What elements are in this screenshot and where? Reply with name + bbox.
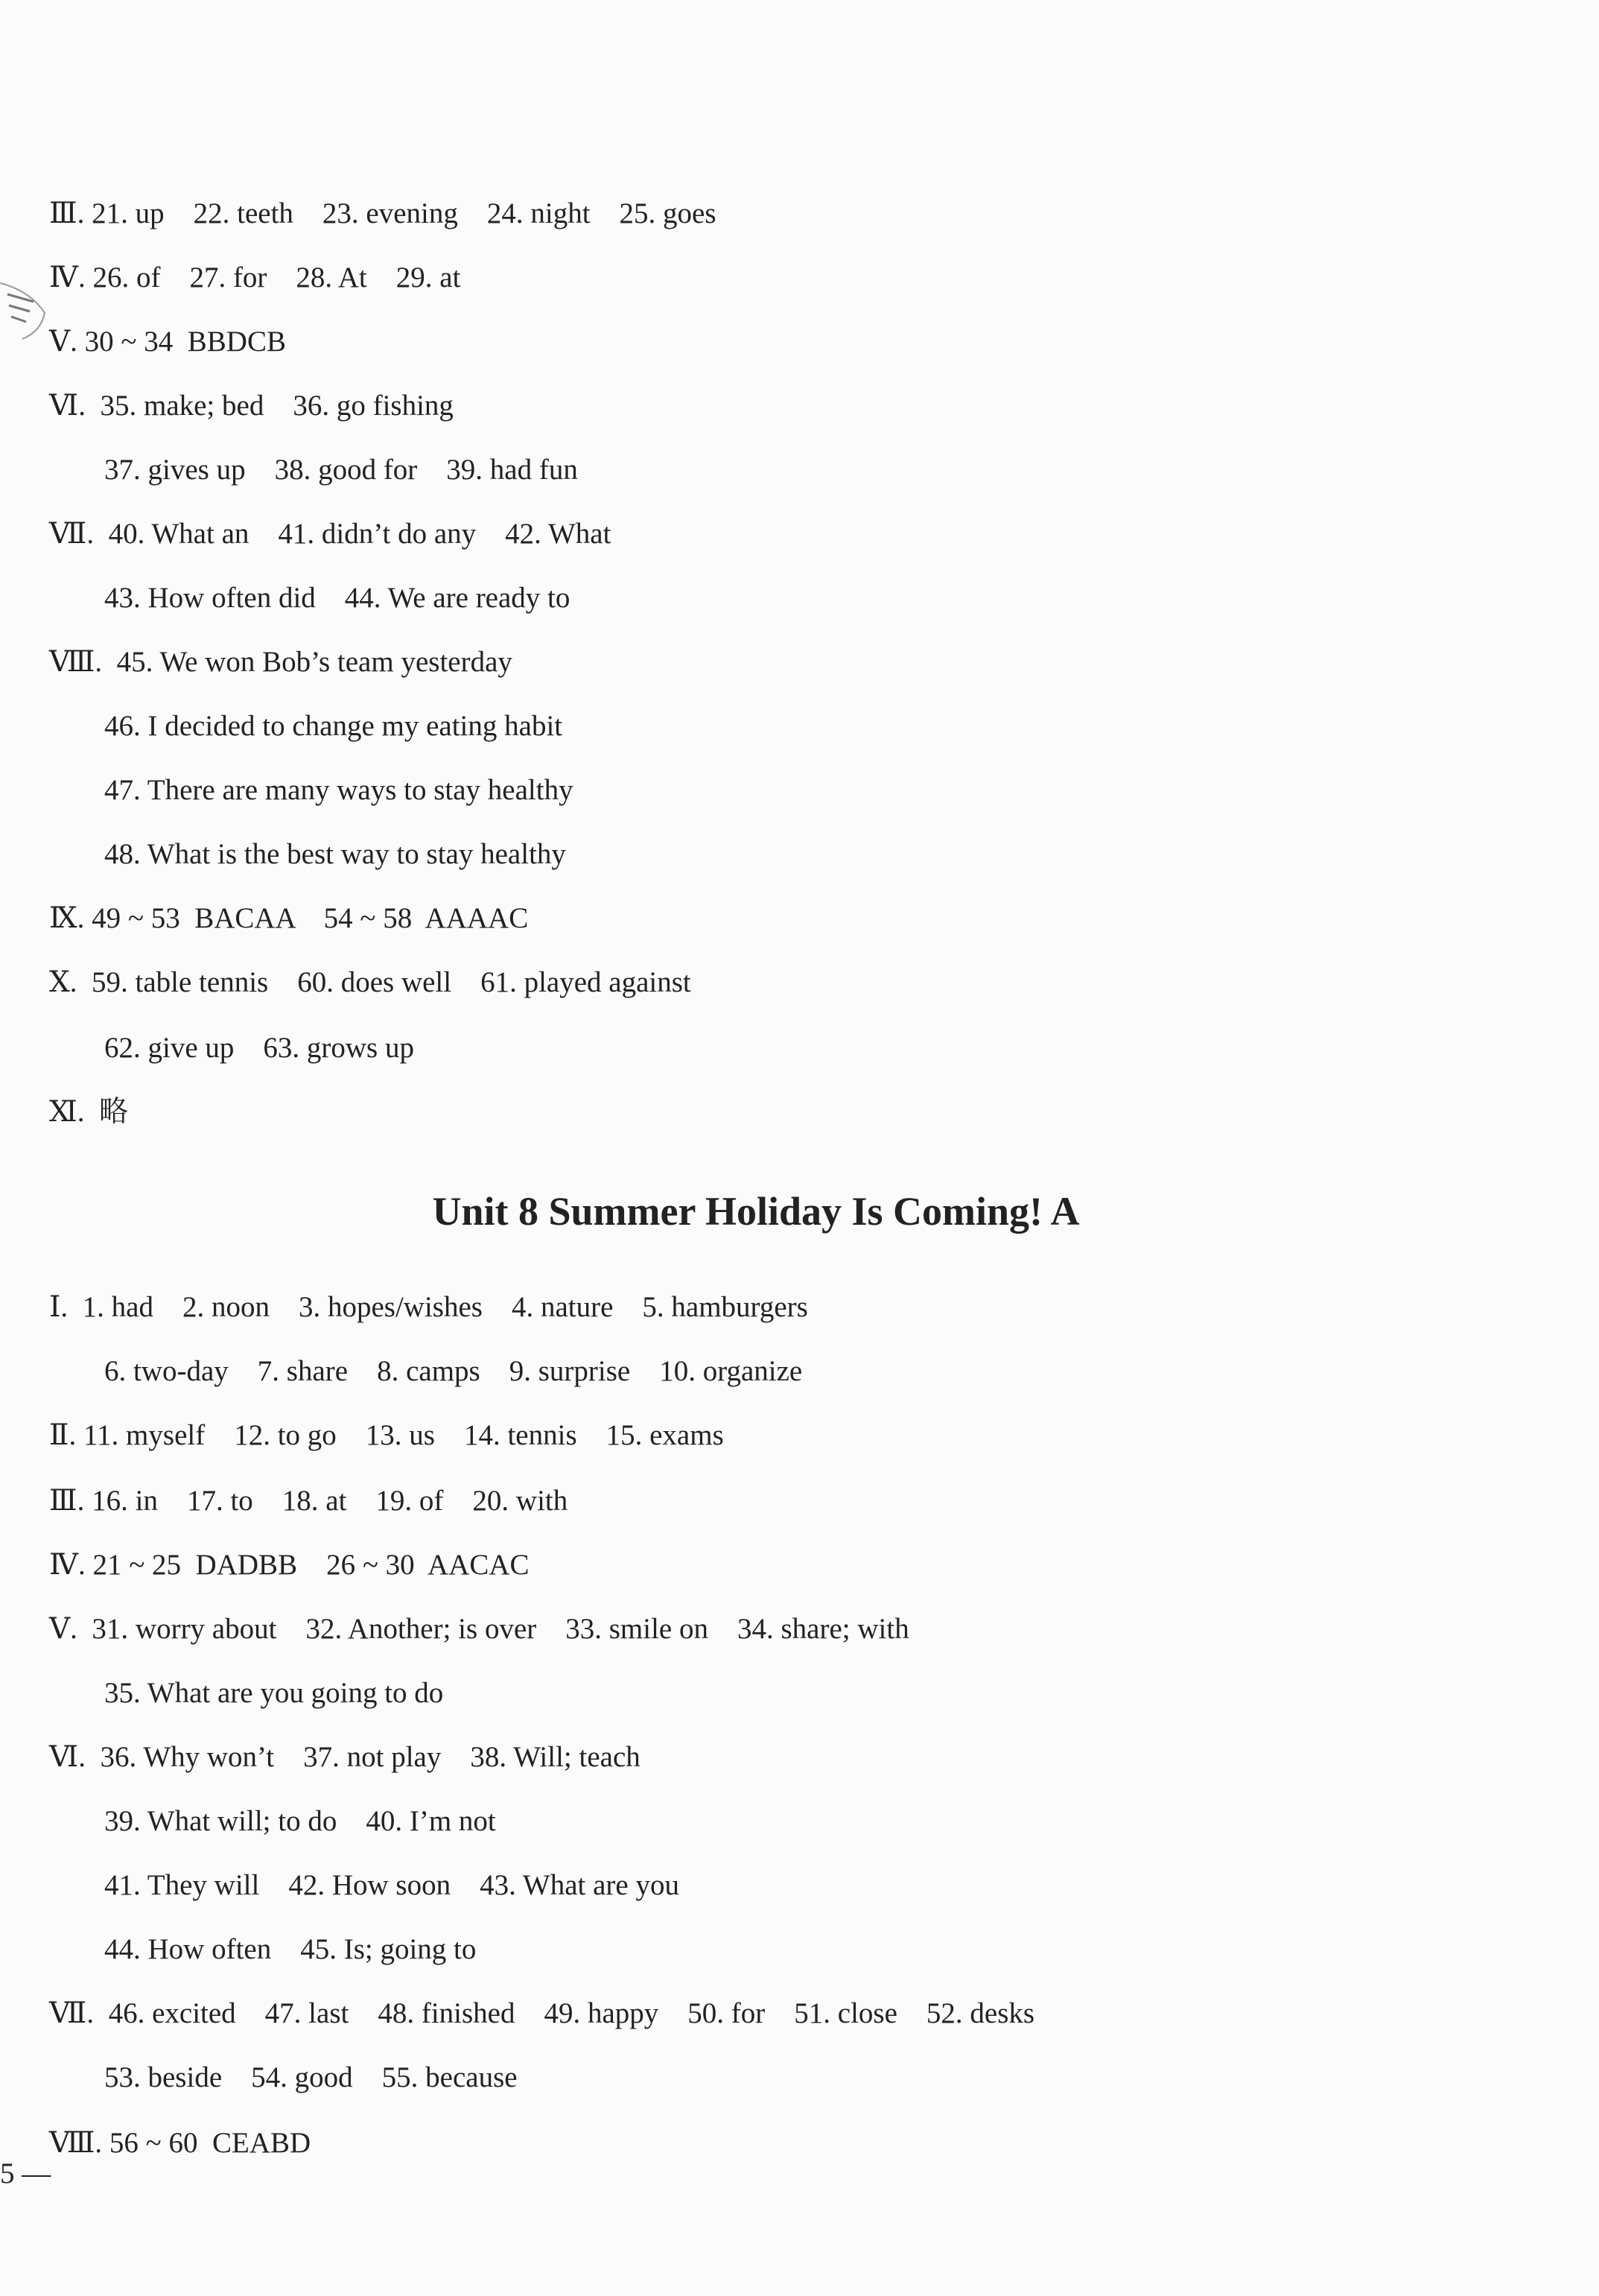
page-number: 5 — (0, 2157, 51, 2189)
answer-line: Ⅴ. 30 ~ 34 BBDCB (49, 326, 286, 358)
answer-line: 62. give up 63. grows up (104, 1032, 414, 1064)
answer-line: Ⅳ. 21 ~ 25 DADBB 26 ~ 30 AACAC (49, 1549, 530, 1581)
answer-line: 47. There are many ways to stay healthy (104, 774, 573, 806)
answer-line: Ⅷ. 56 ~ 60 CEABD (49, 2127, 311, 2159)
answer-line: 46. I decided to change my eating habit (104, 710, 563, 742)
answer-line: Ⅶ. 46. excited 47. last 48. finished 49. happy 50. for 51. close 52. desks (49, 1997, 1035, 2029)
binding-stamp-mark (0, 268, 52, 343)
answer-line: 35. What are you going to do (104, 1677, 444, 1709)
answer-line: 43. How often did 44. We are ready to (104, 582, 570, 614)
answer-line: 53. beside 54. good 55. because (104, 2061, 518, 2093)
answer-line: 6. two-day 7. share 8. camps 9. surprise 10. organize (104, 1355, 803, 1387)
answer-line: Ⅴ. 31. worry about 32. Another; is over 33. smile on 34. share; with (49, 1613, 909, 1645)
answer-line: Ⅵ. 35. make; bed 36. go fishing (49, 390, 454, 422)
answer-line: Ⅺ. 略 (49, 1096, 129, 1128)
unit-title: Unit 8 Summer Holiday Is Coming! A (432, 1189, 1080, 1234)
answer-line: Ⅱ. 11. myself 12. to go 13. us 14. tennis 15. exams (49, 1419, 724, 1451)
answer-line: 44. How often 45. Is; going to (104, 1933, 477, 1965)
answer-line: Ⅲ. 21. up 22. teeth 23. evening 24. night 25. goes (49, 197, 716, 229)
answer-line: 41. They will 42. How soon 43. What are you (104, 1869, 679, 1901)
answer-line: Ⅰ. 1. had 2. noon 3. hopes/wishes 4. nature 5. hamburgers (49, 1291, 808, 1323)
answer-line: 48. What is the best way to stay healthy (104, 838, 566, 870)
answer-line: Ⅷ. 45. We won Bob’s team yesterday (49, 646, 512, 678)
answer-line: Ⅵ. 36. Why won’t 37. not play 38. Will; teach (49, 1741, 640, 1773)
answer-line: Ⅶ. 40. What an 41. didn’t do any 42. What (49, 518, 611, 550)
answer-line: Ⅸ. 49 ~ 53 BACAA 54 ~ 58 AAAAC (49, 902, 529, 934)
answer-line: Ⅲ. 16. in 17. to 18. at 19. of 20. with (49, 1485, 568, 1517)
answer-line: 39. What will; to do 40. I’m not (104, 1805, 496, 1837)
answer-line: 37. gives up 38. good for 39. had fun (104, 454, 578, 486)
answer-line: Ⅳ. 26. of 27. for 28. At 29. at (49, 261, 461, 294)
answer-line: Ⅹ. 59. table tennis 60. does well 61. played against (49, 966, 691, 998)
